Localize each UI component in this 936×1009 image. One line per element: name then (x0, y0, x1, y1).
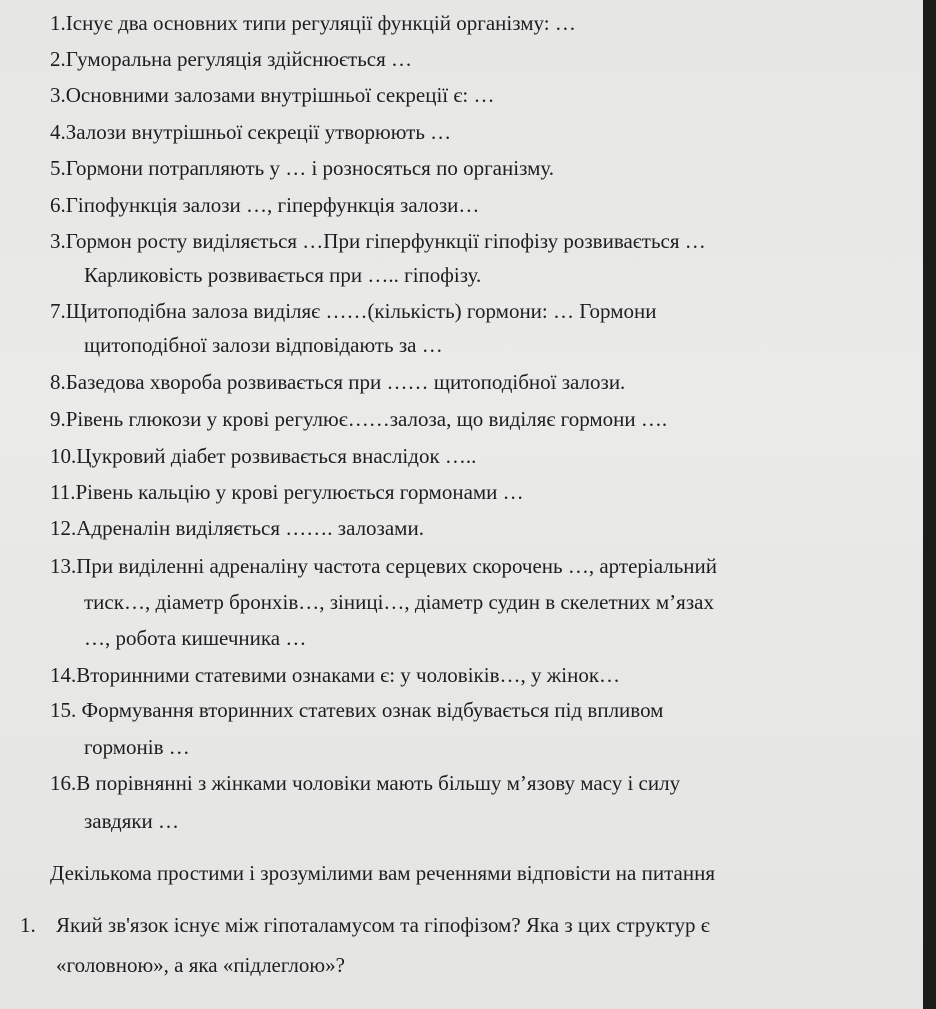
question-text: Щитоподібна залоза виділяє ……(кількість) гормони: … Гормони (65, 299, 657, 323)
question-continuation-line (84, 625, 306, 651)
question-text: …, робота кишечника … (84, 626, 307, 650)
open-question-text: «головною», а яка «підлеглою»? (56, 953, 345, 977)
open-question-number: 1. (20, 913, 36, 937)
question-number: 15. (50, 698, 77, 722)
question-text: гормонів … (84, 735, 190, 759)
question-text: тиск…, діаметр бронхів…, зіниці…, діаметр судин в скелетних м’язах (84, 590, 714, 614)
question-text: Основними залозами внутрішньої секреції є: … (65, 83, 495, 107)
question-line (50, 662, 620, 688)
question-number: 16. (50, 771, 77, 795)
question-text: При виділенні адреналіну частота серцевих скорочень …, артеріальний (76, 554, 718, 578)
question-text: Гормони потрапляють у … і розносяться по організму. (65, 156, 555, 180)
question-text: Гуморальна регуляція здійснюється … (65, 47, 413, 71)
question-continuation-line (84, 808, 179, 834)
question-line (50, 119, 451, 145)
question-line (50, 443, 476, 469)
question-line (50, 406, 667, 432)
question-text: Залози внутрішньої секреції утворюють … (65, 120, 452, 144)
question-text: Адреналін виділяється ……. залозами. (76, 516, 424, 540)
question-text: В порівнянні з жінками чоловіки мають більшу м’язову масу і силу (76, 771, 681, 795)
question-line (50, 479, 524, 505)
question-text: Карликовість розвивається при ….. гіпофізу. (84, 263, 482, 287)
question-number: 7. (50, 299, 66, 323)
question-number: 3. (50, 229, 66, 253)
question-continuation-line (84, 262, 481, 288)
question-text: Формування вторинних статевих ознак відбувається під впливом (76, 698, 664, 722)
question-number: 6. (50, 193, 66, 217)
question-number: 1. (50, 11, 66, 35)
question-line (50, 298, 657, 324)
question-text: Цукровий діабет розвивається внаслідок ….. (76, 444, 477, 468)
question-text: Вторинними статевими ознаками є: у чоловіків…, у жінок… (76, 663, 621, 687)
question-text: Рівень глюкози у крові регулює……залоза, що виділяє гормони …. (65, 407, 668, 431)
question-number: 4. (50, 120, 66, 144)
question-line (50, 553, 717, 579)
question-continuation-line (84, 734, 190, 760)
open-question-text: Який зв'язок існує між гіпоталамусом та гіпофізом? Яка з цих структур є (56, 913, 710, 937)
question-continuation-line (84, 332, 443, 358)
question-line (50, 10, 576, 36)
question-line (50, 770, 680, 796)
question-continuation-line (84, 589, 714, 615)
open-question-continuation-line (56, 952, 345, 978)
question-number: 9. (50, 407, 66, 431)
instruction-text: Декількома простими і зрозумілими вам реченнями відповісти на питання (50, 861, 715, 885)
question-line (50, 228, 706, 254)
question-text: завдяки … (84, 809, 180, 833)
question-line (50, 155, 554, 181)
question-text: щитоподібної залози відповідають за … (84, 333, 443, 357)
question-line (50, 192, 479, 218)
question-line (50, 515, 424, 541)
question-number: 8. (50, 370, 66, 394)
question-text: Гіпофункція залози …, гіперфункція залози… (65, 193, 480, 217)
question-line (50, 697, 663, 723)
open-question-line (20, 912, 710, 938)
question-text: Базедова хвороба розвивається при …… щитоподібної залози. (65, 370, 626, 394)
question-number: 2. (50, 47, 66, 71)
question-number: 14. (50, 663, 77, 687)
question-text: Рівень кальцію у крові регулюється гормонами … (75, 480, 524, 504)
question-number: 11. (50, 480, 76, 504)
question-number: 5. (50, 156, 66, 180)
question-text: Існує два основних типи регуляції функцій організму: … (65, 11, 576, 35)
question-number: 13. (50, 554, 77, 578)
question-number: 3. (50, 83, 66, 107)
question-number: 12. (50, 516, 77, 540)
question-text: Гормон росту виділяється …При гіперфункції гіпофізу розвивається … (65, 229, 706, 253)
question-number: 10. (50, 444, 77, 468)
question-line (50, 369, 625, 395)
instruction-line (50, 860, 715, 886)
question-line (50, 46, 412, 72)
question-line (50, 82, 495, 108)
